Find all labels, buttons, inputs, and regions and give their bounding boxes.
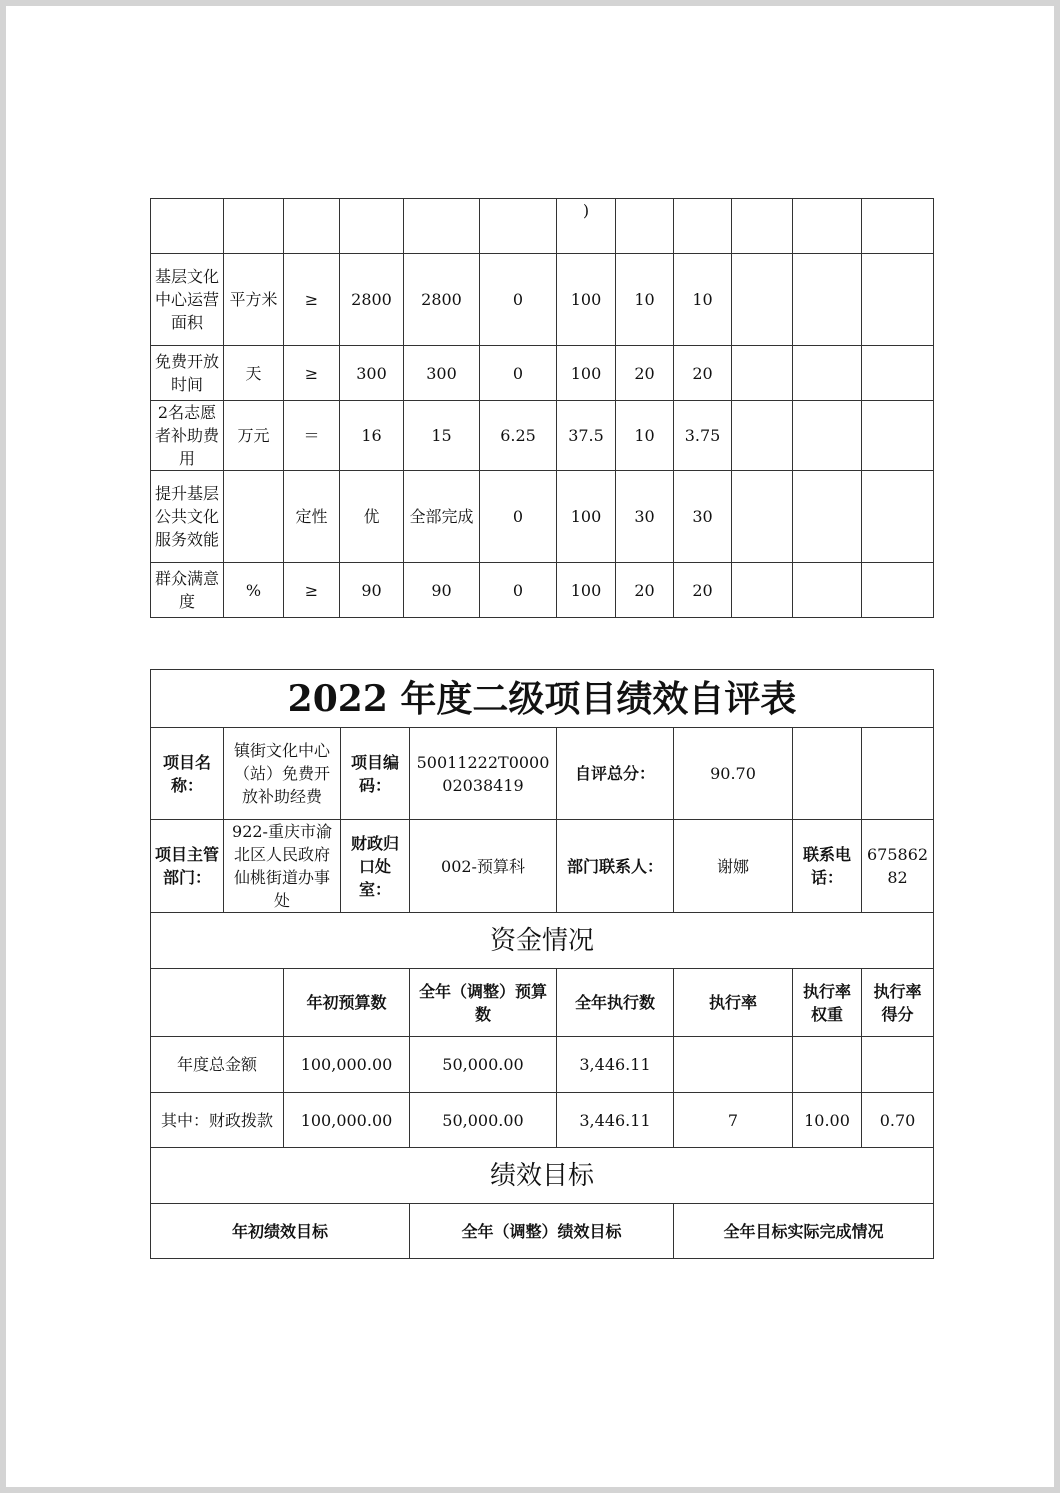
indicator-weight: 20 [616, 563, 674, 618]
funds-executed: 3,446.11 [557, 1037, 674, 1093]
cell [284, 199, 340, 254]
finance-office-label: 财政归口处室： [341, 820, 410, 913]
indicator-rate: 100 [557, 563, 616, 618]
cell [862, 346, 934, 401]
indicator-row [151, 254, 934, 346]
goals-col-actual: 全年目标实际完成情况 [674, 1204, 934, 1259]
cell [862, 254, 934, 346]
funds-col-adjusted: 全年（调整）预算数 [410, 969, 557, 1037]
funds-rate-score: 0.70 [862, 1093, 934, 1148]
cell [224, 199, 284, 254]
cell [793, 346, 862, 401]
indicator-deviation: 0 [480, 254, 557, 346]
indicator-weight: 20 [616, 346, 674, 401]
funds-adjusted: 50,000.00 [410, 1093, 557, 1148]
indicator-row [151, 563, 934, 618]
indicator-deviation: 0 [480, 563, 557, 618]
cell [793, 199, 862, 254]
indicator-unit: % [224, 563, 284, 618]
indicator-row [151, 471, 934, 563]
project-name-label: 项目名称： [151, 728, 224, 820]
cell [480, 199, 557, 254]
cell [732, 254, 793, 346]
cell [340, 199, 404, 254]
funds-heading: 资金情况 [151, 913, 934, 969]
funds-col-rate-weight: 执行率权重 [793, 969, 862, 1037]
project-code-label: 项目编码： [341, 728, 410, 820]
indicator-actual: 90 [404, 563, 480, 618]
indicator-operator: ≥ [284, 254, 340, 346]
indicator-actual: 300 [404, 346, 480, 401]
cell [862, 471, 934, 563]
self-score-value: 90.70 [674, 728, 793, 820]
indicator-score: 20 [674, 346, 732, 401]
indicator-operator: 定性 [284, 471, 340, 563]
cell [732, 346, 793, 401]
document-page [6, 6, 1054, 1487]
funds-col-rate-score: 执行率得分 [862, 969, 934, 1037]
department-row [151, 820, 934, 913]
indicator-target: 16 [340, 401, 404, 471]
indicator-row-continuation [151, 199, 934, 254]
funds-executed: 3,446.11 [557, 1093, 674, 1148]
cell [793, 471, 862, 563]
indicator-target: 300 [340, 346, 404, 401]
cell [793, 401, 862, 471]
cell [793, 563, 862, 618]
cell [151, 199, 224, 254]
indicator-name: 免费开放时间 [151, 346, 224, 401]
funds-row [151, 1037, 934, 1093]
cell [404, 199, 480, 254]
indicator-target: 90 [340, 563, 404, 618]
indicator-unit: 万元 [224, 401, 284, 471]
indicator-weight: 30 [616, 471, 674, 563]
evaluation-form-table [150, 669, 934, 1259]
indicator-score: 30 [674, 471, 732, 563]
contact-label: 部门联系人： [557, 820, 674, 913]
goals-col-adjusted: 全年（调整）绩效目标 [410, 1204, 674, 1259]
self-score-label: 自评总分： [557, 728, 674, 820]
indicator-actual: 2800 [404, 254, 480, 346]
project-info-row [151, 728, 934, 820]
finance-office-value: 002-预算科 [410, 820, 557, 913]
indicator-name: 提升基层公共文化服务效能 [151, 471, 224, 563]
funds-col-exec-rate: 执行率 [674, 969, 793, 1037]
indicator-unit [224, 471, 284, 563]
cell [862, 401, 934, 471]
indicator-deviation: 0 [480, 346, 557, 401]
indicator-name: 群众满意度 [151, 563, 224, 618]
dept-label: 项目主管部门： [151, 820, 224, 913]
indicator-weight: 10 [616, 401, 674, 471]
funds-col-initial: 年初预算数 [284, 969, 410, 1037]
funds-col-executed: 全年执行数 [557, 969, 674, 1037]
cell [862, 563, 934, 618]
dept-value: 922-重庆市渝北区人民政府仙桃街道办事处 [224, 820, 341, 913]
goals-col-initial: 年初绩效目标 [151, 1204, 410, 1259]
funds-heading-row [151, 913, 934, 969]
page-title: 2022 年度二级项目绩效自评表 [151, 670, 934, 728]
cell [674, 199, 732, 254]
funds-rate-weight: 10.00 [793, 1093, 862, 1148]
funds-row-label: 年度总金额 [151, 1037, 284, 1093]
indicator-rate: 100 [557, 346, 616, 401]
indicator-operator: ≥ [284, 346, 340, 401]
funds-exec-rate [674, 1037, 793, 1093]
indicator-unit: 平方米 [224, 254, 284, 346]
phone-label: 联系电话： [793, 820, 862, 913]
indicator-table [150, 198, 934, 618]
indicator-operator: ＝ [284, 401, 340, 471]
indicator-target: 优 [340, 471, 404, 563]
indicator-deviation: 6.25 [480, 401, 557, 471]
funds-initial: 100,000.00 [284, 1037, 410, 1093]
indicator-rate: 100 [557, 471, 616, 563]
indicator-rate: 100 [557, 254, 616, 346]
indicator-target: 2800 [340, 254, 404, 346]
indicator-actual: 全部完成 [404, 471, 480, 563]
continuation-mark: ) [557, 199, 616, 254]
funds-rate-score [862, 1037, 934, 1093]
funds-rate-weight [793, 1037, 862, 1093]
project-name-value: 镇街文化中心（站）免费开放补助经费 [224, 728, 341, 820]
funds-initial: 100,000.00 [284, 1093, 410, 1148]
form-title-row [151, 670, 934, 728]
goals-heading: 绩效目标 [151, 1148, 934, 1204]
goals-header-row [151, 1204, 934, 1259]
indicator-row [151, 401, 934, 471]
cell [732, 401, 793, 471]
cell [732, 563, 793, 618]
indicator-rate: 37.5 [557, 401, 616, 471]
cell [793, 728, 862, 820]
cell [732, 199, 793, 254]
cell [151, 969, 284, 1037]
indicator-unit: 天 [224, 346, 284, 401]
phone-value: 67586282 [862, 820, 934, 913]
funds-adjusted: 50,000.00 [410, 1037, 557, 1093]
cell [793, 254, 862, 346]
project-code-value: 50011222T000002038419 [410, 728, 557, 820]
cell [732, 471, 793, 563]
funds-row-label: 其中：财政拨款 [151, 1093, 284, 1148]
indicator-operator: ≥ [284, 563, 340, 618]
goals-heading-row [151, 1148, 934, 1204]
funds-header-row [151, 969, 934, 1037]
cell [862, 728, 934, 820]
cell [616, 199, 674, 254]
contact-value: 谢娜 [674, 820, 793, 913]
indicator-name: 2名志愿者补助费用 [151, 401, 224, 471]
indicator-actual: 15 [404, 401, 480, 471]
indicator-score: 3.75 [674, 401, 732, 471]
funds-exec-rate: 7 [674, 1093, 793, 1148]
indicator-deviation: 0 [480, 471, 557, 563]
indicator-weight: 10 [616, 254, 674, 346]
indicator-score: 20 [674, 563, 732, 618]
indicator-row [151, 346, 934, 401]
cell [862, 199, 934, 254]
indicator-score: 10 [674, 254, 732, 346]
funds-row [151, 1093, 934, 1148]
indicator-name: 基层文化中心运营面积 [151, 254, 224, 346]
